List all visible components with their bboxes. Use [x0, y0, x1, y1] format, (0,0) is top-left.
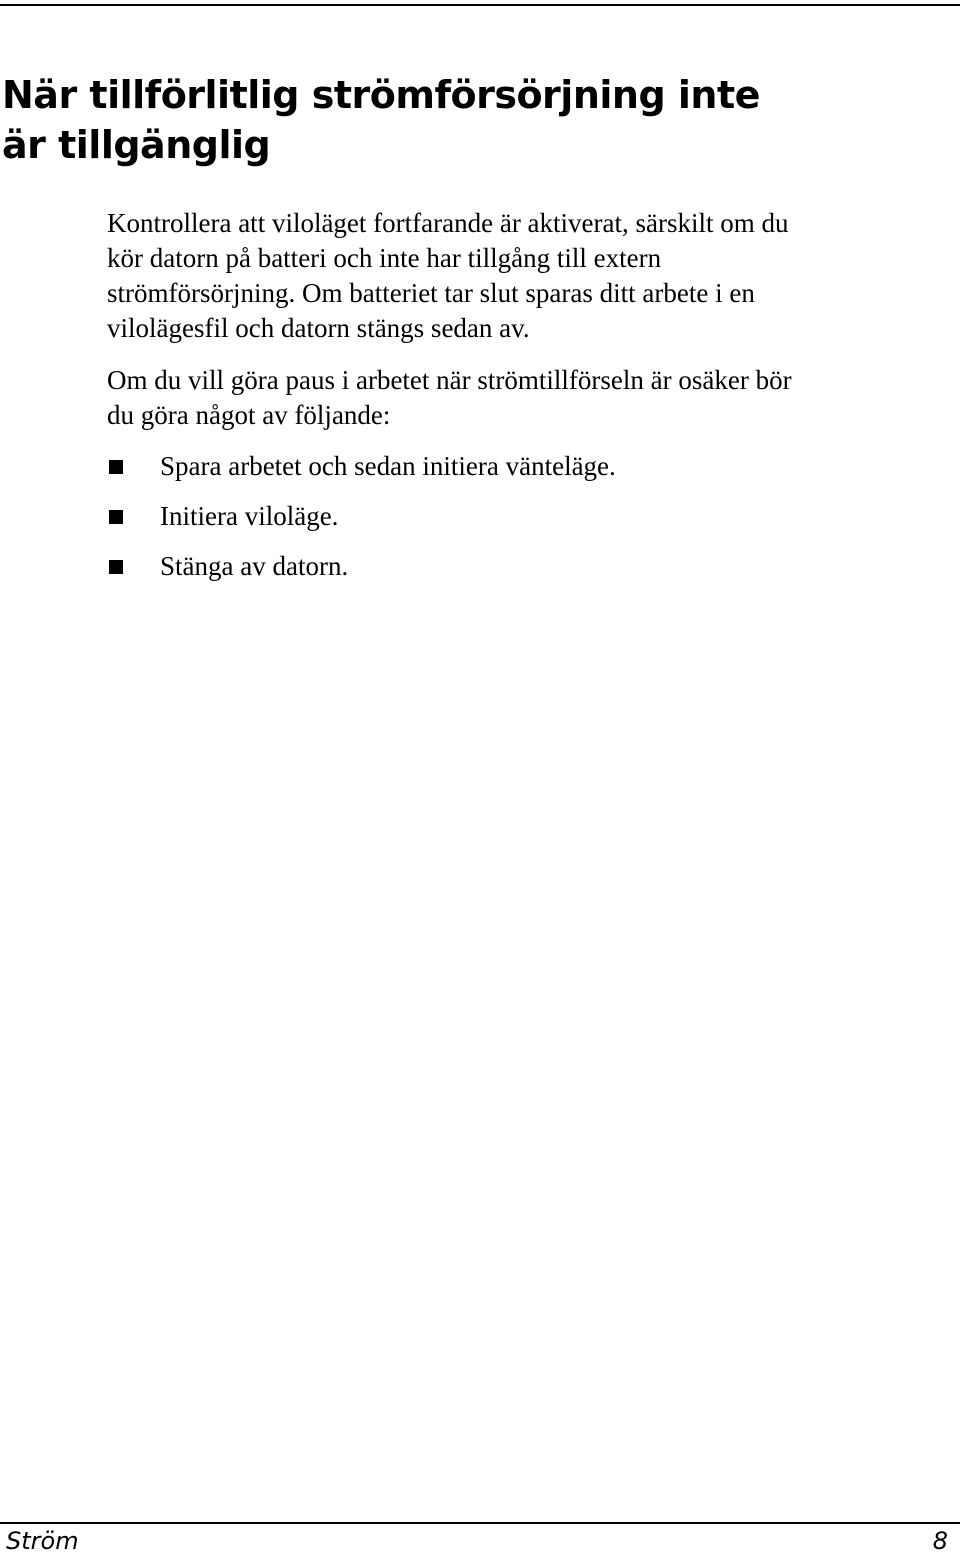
heading-line-2: är tillgänglig: [2, 123, 271, 167]
list-item: [107, 449, 616, 499]
list-item: [107, 499, 616, 549]
paragraph-line: du göra något av följande:: [107, 400, 391, 430]
paragraph-line: vilolägesfil och datorn stängs sedan av.: [107, 313, 530, 343]
paragraph-line: Kontrollera att viloläget fortfarande är aktiverat, särskilt om du: [107, 208, 789, 238]
list-item-text: Initiera viloläge.: [160, 501, 339, 531]
footer-rule: [0, 1522, 960, 1524]
paragraph-pause-work: [107, 363, 947, 433]
list-item-text: Stänga av datorn.: [160, 551, 349, 581]
list-item-text: Spara arbetet och sedan initiera vänteläge.: [160, 451, 616, 481]
footer-section-title: Ström: [6, 1527, 79, 1555]
paragraph-line: Om du vill göra paus i arbetet när strömtillförseln är osäker bör: [107, 365, 792, 395]
footer-page-number: 8: [932, 1527, 948, 1555]
list-item: [107, 549, 616, 599]
options-list: [107, 449, 616, 599]
square-bullet-icon: [109, 460, 123, 474]
square-bullet-icon: [109, 560, 123, 574]
section-heading: [2, 70, 902, 170]
paragraph-line: kör datorn på batteri och inte har tillgång till extern: [107, 243, 662, 273]
top-rule: [0, 4, 960, 6]
paragraph-line: strömförsörjning. Om batteriet tar slut sparas ditt arbete i en: [107, 278, 755, 308]
paragraph-hibernation: [107, 206, 947, 346]
square-bullet-icon: [109, 510, 123, 524]
heading-line-1: När tillförlitlig strömförsörjning inte: [2, 73, 760, 117]
